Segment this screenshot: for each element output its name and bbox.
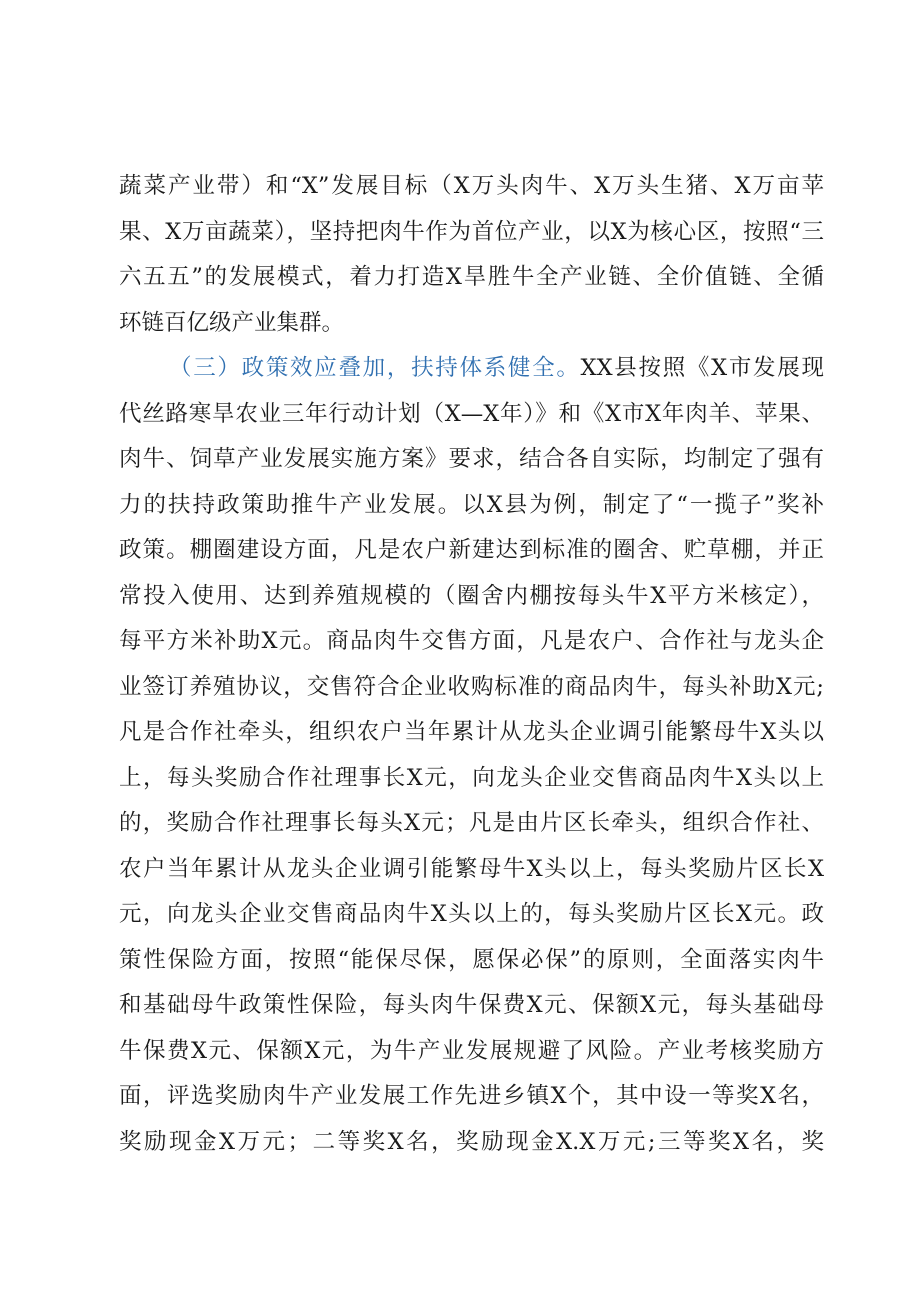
text-line: 面，评选奖励肉牛产业发展工作先进乡镇X个，其中设一等奖X名， [119, 1083, 824, 1109]
text-line: 的，奖励合作社理事长每头X元；凡是由片区长牵头，组织合作社、 [119, 810, 824, 836]
text-line: 凡是合作社牵头，组织农户当年累计从龙头企业调引能繁母牛X头以 [119, 719, 824, 745]
text-line: 奖励现金X万元；二等奖X名，奖励现金X.X万元;三等奖X名，奖 [119, 1128, 824, 1155]
text-line: 代丝路寒旱农业三年行动计划（X—X年）》和《X市X年肉羊、苹果、 [119, 400, 824, 427]
section-heading: （三）政策效应叠加，扶持体系健全。 [169, 355, 581, 381]
heading-continuation: XX县按照《X市发展现 [580, 355, 824, 381]
paragraph-1 [119, 164, 824, 346]
text-line: 农户当年累计从龙头企业调引能繁母牛X头以上，每头奖励片区长X [119, 855, 824, 882]
text-line: 果、X万亩蔬菜），坚持把肉牛作为首位产业，以X为核心区，按照“三 [119, 218, 824, 245]
text-line: 策性保险方面，按照“能保尽保，愿保必保”的原则，全面落实肉牛 [119, 946, 824, 973]
text-line: 牛保费X元、保额X元，为牛产业发展规避了风险。产业考核奖励方 [119, 1037, 824, 1064]
text-line: 力的扶持政策助推牛产业发展。以X县为例，制定了“一揽子”奖补 [119, 491, 824, 518]
text-line: 常投入使用、达到养殖规模的（圈舍内棚按每头牛X平方米核定）， [119, 582, 824, 609]
text-line: 政策。棚圈建设方面，凡是农户新建达到标准的圈舍、贮草棚，并正 [119, 537, 824, 563]
body-text [119, 164, 824, 1165]
text-line: 上，每头奖励合作社理事长X元，向龙头企业交售商品肉牛X头以上 [119, 764, 824, 791]
text-line: 六五五”的发展模式，着力打造X旱胜牛全产业链、全价值链、全循 [119, 264, 824, 290]
text-line: 元，向龙头企业交售商品肉牛X头以上的，每头奖励片区长X元。政 [119, 901, 824, 927]
text-line [119, 346, 824, 392]
text-line: 环链百亿级产业集群。 [119, 309, 345, 336]
text-line: 每平方米补助X元。商品肉牛交售方面，凡是农户、合作社与龙头企 [119, 628, 824, 654]
text-line: 和基础母牛政策性保险，每头肉牛保费X元、保额X元，每头基础母 [119, 992, 824, 1018]
text-line: 业签订养殖协议，交售符合企业收购标准的商品肉牛，每头补助X元; [119, 673, 824, 700]
paragraph-2 [119, 346, 824, 1165]
text-line: 肉牛、饲草产业发展实施方案》要求，结合各自实际，均制定了强有 [119, 446, 824, 472]
text-line: 蔬菜产业带）和“X”发展目标（X万头肉牛、X万头生猪、X万亩苹 [119, 173, 824, 199]
